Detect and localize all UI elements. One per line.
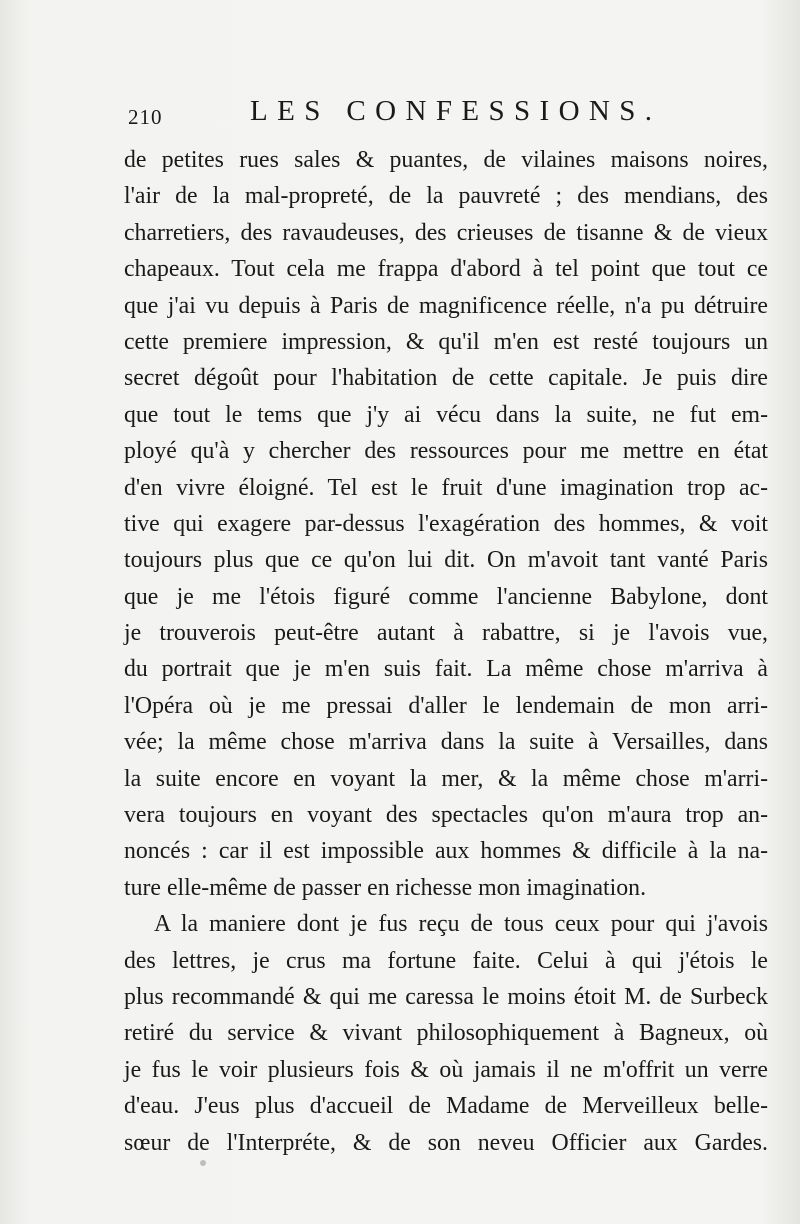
text-line: d'eau. J'eus plus d'accueil de Madame de Merveilleux belle- [124, 1093, 768, 1120]
text-line: toujours plus que ce qu'on lui dit. On m'avoit tant vanté Paris [124, 547, 768, 574]
text-line: noncés : car il est impossible aux hommes & difficile à la na- [124, 838, 768, 865]
running-title: LES CONFESSIONS. [250, 95, 662, 127]
text-line: cette premiere impression, & qu'il m'en est resté toujours un [124, 328, 768, 355]
page-header [128, 95, 768, 135]
text-line: je trouverois peut-être autant à rabattre, si je l'avois vue, [124, 620, 768, 647]
text-line: ployé qu'à y chercher des ressources pour me mettre en état [124, 438, 768, 465]
text-line: sœur de l'Interpréte, & de son neveu Officier aux Gardes. [124, 1129, 768, 1156]
text-line: vée; la même chose m'arriva dans la suite à Versailles, dans [124, 729, 768, 756]
page-number: 210 [128, 105, 163, 129]
text-line: chapeaux. Tout cela me frappa d'abord à tel point que tout ce [124, 256, 768, 283]
text-line: des lettres, je crus ma fortune faite. Celui à qui j'étois le [124, 947, 768, 974]
text-line: que j'ai vu depuis à Paris de magnificence réelle, n'a pu détruire [124, 292, 768, 319]
text-line: l'air de la mal-propreté, de la pauvreté ; des mendians, des [124, 183, 768, 210]
text-line: de petites rues sales & puantes, de vilaines maisons noires, [124, 147, 768, 173]
text-line: charretiers, des ravaudeuses, des crieuses de tisanne & de vieux [124, 219, 768, 246]
paper-spot [200, 1160, 206, 1166]
text-line: que tout le tems que j'y ai vécu dans la suite, ne fut em- [124, 401, 768, 428]
text-line: vera toujours en voyant des spectacles qu'on m'aura trop an- [124, 802, 768, 829]
text-line: tive qui exagere par-dessus l'exagération des hommes, & voit [124, 510, 768, 537]
text-line: plus recommandé & qui me caressa le moins étoit M. de Surbeck [124, 983, 768, 1010]
text-line: d'en vivre éloigné. Tel est le fruit d'une imagination trop ac- [124, 474, 768, 501]
text-line: ture elle-même de passer en richesse mon imagination. [124, 874, 647, 901]
text-line: retiré du service & vivant philosophiquement à Bagneux, où [124, 1020, 768, 1047]
text-line: que je me l'étois figuré comme l'ancienne Babylone, dont [124, 583, 768, 610]
text-line: secret dégoût pour l'habitation de cette capitale. Je puis dire [124, 365, 768, 392]
text-line: je fus le voir plusieurs fois & où jamais il ne m'offrit un verre [124, 1056, 768, 1083]
text-line: du portrait que je m'en suis fait. La même chose m'arriva à [124, 656, 768, 683]
text-line: l'Opéra où je me pressai d'aller le lendemain de mon arri- [124, 692, 768, 719]
body-text [124, 142, 768, 1161]
text-line: la suite encore en voyant la mer, & la même chose m'arri- [124, 765, 768, 792]
text-line: A la maniere dont je fus reçu de tous ceux pour qui j'avois [154, 911, 768, 938]
